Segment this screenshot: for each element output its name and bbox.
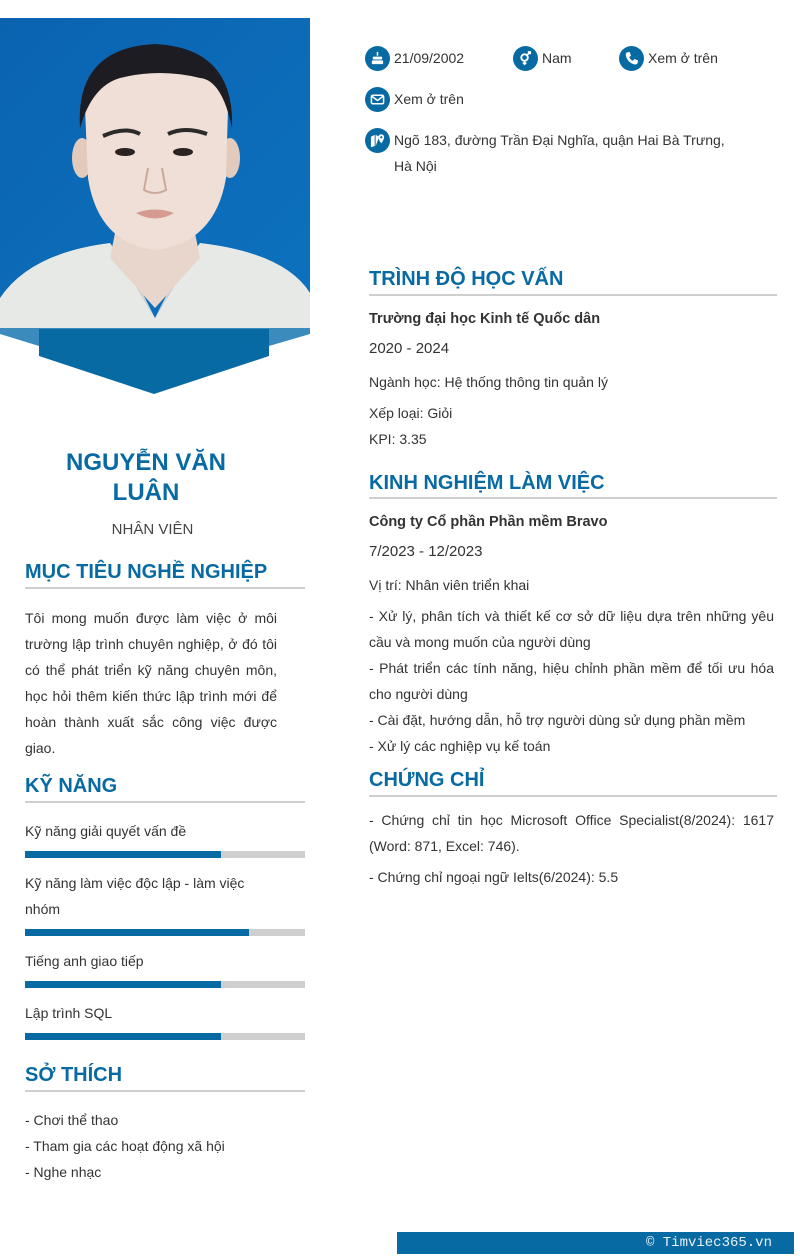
contact-email xyxy=(365,86,464,112)
company-name: Công ty Cổ phần Phần mềm Bravo xyxy=(369,514,608,530)
experience-period: 7/2023 - 12/2023 xyxy=(369,543,483,560)
job-title: NHÂN VIÊN xyxy=(111,521,194,538)
education-rank: Xếp loại: Giỏi xyxy=(369,405,453,421)
certificate-item: - Chứng chỉ tin học Microsoft Office Specialist(8/2024): 1617 (Word: 871, Excel: 746). xyxy=(369,812,774,854)
name-line-2: LUÂN xyxy=(112,479,180,506)
envelope-icon xyxy=(365,87,390,112)
skill-bar-fill xyxy=(25,851,221,858)
hobbies-title: SỞ THÍCH xyxy=(25,1064,123,1086)
skills-divider xyxy=(25,801,305,803)
education-title: TRÌNH ĐỘ HỌC VẤN xyxy=(369,268,564,290)
education-kpi: KPI: 3.35 xyxy=(369,431,427,447)
birthday-value: 21/09/2002 xyxy=(394,50,465,66)
skill-bar-fill xyxy=(25,1033,221,1040)
certificates-divider xyxy=(369,795,777,797)
footer-watermark: © Timviec365.vn xyxy=(397,1232,794,1254)
school-name: Trường đại học Kinh tế Quốc dân xyxy=(369,311,601,327)
skill-label: Lập trình SQL xyxy=(25,1005,113,1021)
contact-birthday xyxy=(365,45,464,71)
hobby-item: - Tham gia các hoạt động xã hội xyxy=(25,1138,225,1154)
skill-label: Kỹ năng làm việc độc lập - làm việc nhóm xyxy=(25,875,245,917)
education-divider xyxy=(369,294,777,296)
experience-title: KINH NGHIỆM LÀM VIỆC xyxy=(369,472,605,494)
objective-text: Tôi mong muốn được làm việc ở môi trường lập trình chuyên nghiệp, ở đó tôi có thể phát triển kỹ năng chuyên môn, học hỏi thêm kiến thức lập trình mới để hoàn thành xuất sắc công việc được giao. xyxy=(25,610,277,756)
gender-value: Nam xyxy=(542,50,572,66)
education-major: Ngành học: Hệ thống thông tin quản lý xyxy=(369,374,608,390)
experience-duty: - Xử lý các nghiệp vụ kế toán xyxy=(369,738,551,754)
phone-value: Xem ở trên xyxy=(648,50,718,66)
profile-photo xyxy=(0,18,310,330)
experience-duty: - Cài đặt, hướng dẫn, hỗ trợ người dùng sử dụng phần mềm xyxy=(369,712,746,728)
email-value: Xem ở trên xyxy=(394,91,464,107)
skill-bar-fill xyxy=(25,929,249,936)
skill-bar xyxy=(25,981,305,988)
experience-divider xyxy=(369,497,777,499)
gender-icon xyxy=(513,46,538,71)
objective-title: MỤC TIÊU NGHỀ NGHIỆP xyxy=(25,561,268,583)
skill-bar xyxy=(25,929,305,936)
certificates-title: CHỨNG CHỈ xyxy=(369,769,485,791)
contact-gender xyxy=(513,45,572,71)
skill-bar xyxy=(25,1033,305,1040)
portrait-photo xyxy=(0,18,310,330)
contact-address xyxy=(365,127,745,179)
address-value: Ngõ 183, đường Trần Đại Nghĩa, quận Hai Bà Trưng, Hà Nội xyxy=(394,132,725,174)
hobby-item: - Nghe nhạc xyxy=(25,1164,102,1180)
skill-bar-fill xyxy=(25,981,221,988)
education-period: 2020 - 2024 xyxy=(369,340,450,357)
birthday-cake-icon xyxy=(365,46,390,71)
map-pin-icon xyxy=(365,128,390,153)
hobbies-divider xyxy=(25,1090,305,1092)
experience-position: Vị trí: Nhân viên triển khai xyxy=(369,577,530,593)
phone-icon xyxy=(619,46,644,71)
skills-title: KỸ NĂNG xyxy=(25,775,118,797)
header-banner-ribbon xyxy=(0,328,310,398)
certificate-item: - Chứng chỉ ngoại ngữ Ielts(6/2024): 5.5 xyxy=(369,869,619,885)
skill-bar xyxy=(25,851,305,858)
hobby-item: - Chơi thể thao xyxy=(25,1112,119,1128)
experience-duty: - Phát triển các tính năng, hiệu chỉnh phần mềm để tối ưu hóa cho người dùng xyxy=(369,660,774,702)
skill-label: Kỹ năng giải quyết vấn đề xyxy=(25,823,187,839)
skill-label: Tiếng anh giao tiếp xyxy=(25,953,144,969)
contact-phone xyxy=(619,45,718,71)
name-line-1: NGUYỄN VĂN xyxy=(65,449,227,476)
experience-duty: - Xử lý, phân tích và thiết kế cơ sở dữ liệu dựa trên những yêu cầu và mong muốn của người dùng xyxy=(369,608,774,650)
candidate-name xyxy=(40,448,252,508)
objective-divider xyxy=(25,587,305,589)
